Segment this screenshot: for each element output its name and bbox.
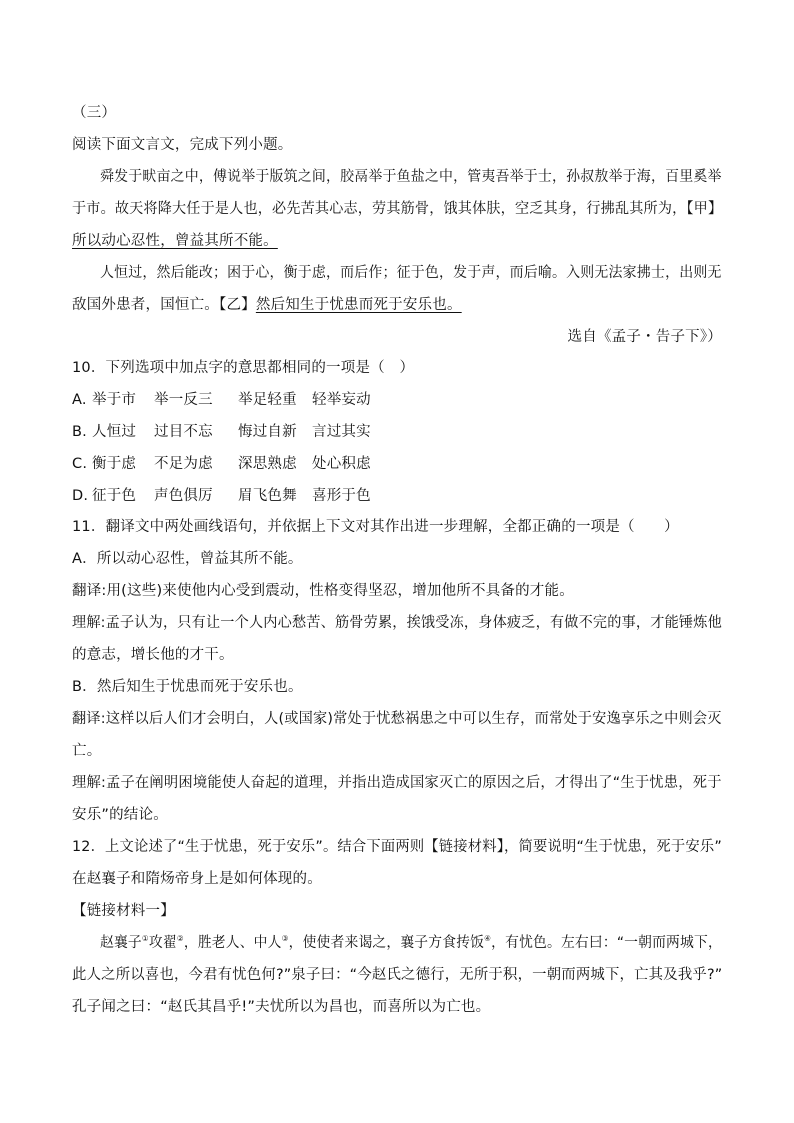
option-item: 人恒过 [92, 424, 137, 440]
footnote-marker: ④ [484, 934, 492, 944]
q11-a-understanding-cont: 的意志，增长他的才干。 [72, 647, 234, 663]
option-item: 悔过自新 [238, 424, 297, 440]
passage-text: 敌国外患者，国恒亡。 [72, 297, 219, 313]
question-12-stem-cont: 在赵襄子和隋炀帝身上是如何体现的。 [72, 871, 322, 887]
marker-jia: 【甲】 [686, 201, 723, 217]
passage-line: 人恒过，然后能改；困于心，衡于虑，而后作；征于色，发于声，而后喻。入则无法家拂士，出则无 [100, 265, 722, 281]
option-item: 过目不忘 [154, 424, 213, 440]
question-11-stem: 11．翻译文中两处画线语句，并依据上下文对其作出进一步理解，全都正确的一项是（ ） [72, 519, 679, 535]
instruction: 阅读下面文言文，完成下列小题。 [72, 137, 293, 153]
option-item: 举于市 [92, 392, 137, 408]
option-d [72, 486, 371, 506]
material-text: 赵襄子 [100, 935, 142, 951]
option-label: D. [72, 488, 89, 504]
option-item: 举足轻重 [238, 392, 297, 408]
question-10-stem: 10．下列选项中加点字的意思都相同的一项是（ ） [72, 360, 415, 376]
material-text: 攻翟 [148, 935, 177, 951]
q11-option-b-title: B．然后知生于忧患而死于安乐也。 [72, 679, 303, 695]
passage-line [72, 199, 722, 219]
option-item: 眉飞色舞 [238, 488, 297, 504]
option-c [72, 454, 371, 474]
footnote-marker: ③ [281, 934, 289, 944]
q11-b-translation: 翻译:这样以后人们才会明白，人(或国家)常处于忧愁祸患之中可以生存，而常处于安逸享乐之中则会灭 [72, 711, 722, 727]
underlined-sentence-jia: 所以动心忍性，曾益其所不能。 [72, 233, 278, 249]
passage-line: 舜发于畎亩之中，傅说举于版筑之间，胶鬲举于鱼盐之中，管夷吾举于士，孙叔敖举于海，百里奚举 [100, 169, 722, 185]
q11-b-understanding: 理解:孟子在阐明困境能使人奋起的道理，并指出造成国家灭亡的原因之后，才得出了“生于忧患，死于 [72, 775, 722, 791]
material-line [100, 933, 722, 953]
passage-line [72, 295, 462, 315]
option-item: 不足为虑 [154, 456, 213, 472]
q11-a-understanding: 理解:孟子认为，只有让一个人内心愁苦、筋骨劳累，挨饿受冻，身体疲乏，有做不完的事，才能锤炼他 [72, 615, 722, 631]
option-label: A. [72, 392, 87, 408]
option-item: 征于色 [92, 488, 137, 504]
option-item: 衡于虑 [92, 456, 137, 472]
option-item: 处心积虑 [312, 456, 371, 472]
underlined-sentence-yi: 然后知生于忧患而死于安乐也。 [255, 297, 462, 313]
q11-b-translation-cont: 亡。 [72, 743, 102, 759]
option-item: 声色俱厉 [154, 488, 213, 504]
option-label: C. [72, 456, 88, 472]
option-item: 轻举妄动 [312, 392, 371, 408]
q11-a-translation: 翻译:用(这些)来使他内心受到震动，性格变得坚忍，增加他所不具备的才能。 [72, 583, 574, 599]
option-item: 喜形于色 [312, 488, 371, 504]
material-text: ，有忧色。左右曰：“一朝而两城下， [491, 935, 722, 951]
material-text: ，胜老人、中人 [183, 935, 282, 951]
q11-option-a-title: A．所以动心忍性，曾益其所不能。 [72, 551, 303, 567]
q11-b-understanding-cont: 安乐”的结论。 [72, 807, 168, 823]
footnote-marker: ① [141, 934, 149, 944]
option-a [72, 390, 371, 410]
section-heading: （三） [72, 105, 117, 121]
material-line: 此人之所以喜也，今君有忧色何?”泉子曰：“今赵氏之德行，无所于积，一朝而两城下，亡其及我乎?” [72, 967, 723, 983]
material-heading: 【链接材料一】 [72, 903, 175, 919]
option-label: B. [72, 424, 87, 440]
option-item: 举一反三 [154, 392, 213, 408]
material-text: ，使使者来谒之，襄子方食抟饭 [288, 935, 485, 951]
question-12-stem: 12．上文论述了“生于忧患，死于安乐”。结合下面两则【链接材料】，简要说明“生于忧患，死于安乐” [72, 839, 722, 855]
footnote-marker: ② [176, 934, 184, 944]
marker-yi: 【乙】 [219, 297, 256, 313]
source-citation: 选自《孟子・告子下》） [567, 329, 722, 345]
option-b [72, 422, 371, 442]
option-item: 言过其实 [312, 424, 371, 440]
option-item: 深思熟虑 [238, 456, 297, 472]
passage-text: 于市。故天将降大任于是人也，必先苦其心志，劳其筋骨，饿其体肤，空乏其身，行拂乱其所为， [72, 201, 687, 217]
material-line: 孔子闻之曰：“赵氏其昌乎!”夫忧所以为昌也，而喜所以为亡也。 [72, 999, 491, 1015]
